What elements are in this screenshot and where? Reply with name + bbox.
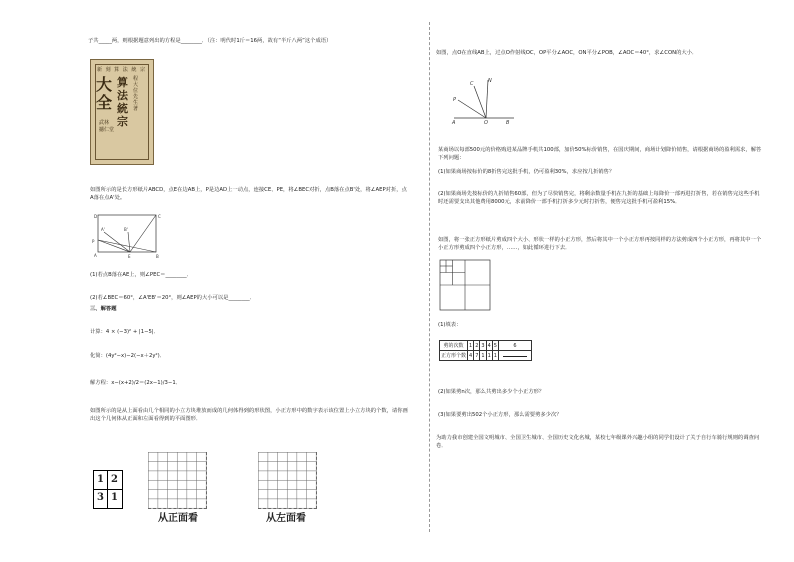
book-main-title: 算法統宗	[117, 76, 128, 128]
table-cell: 2	[475, 342, 479, 349]
question-4-text: 如图，点O在直线AB上，过点O作射线OC，OP平分∠AOC，ON平分∠POB，∠AOC＝40°，求∠CON的大小．	[436, 50, 698, 56]
svg-text:B: B	[506, 120, 510, 126]
question-5-text: 某商场以每部500元的价格购进某品牌手机共100部，加价50%标价销售，在国庆期间，商场计划降价销售，请根据商场的盈利需求，解答下列问题：	[438, 147, 762, 161]
table-answer-blank[interactable]	[498, 351, 531, 361]
svg-text:E: E	[128, 254, 131, 259]
svg-text:B: B	[156, 254, 159, 259]
cube-count: 2	[111, 474, 118, 485]
question-6-part-2: (2)如果剪n次，那么共剪出多少个小正方形？	[438, 389, 545, 395]
question-6-part-1: (1)填表：	[438, 322, 462, 328]
left-view-label: 从左面看	[266, 513, 306, 524]
question-2-part-1: (1)若点B落在AE上，则∠PEC＝________．	[90, 272, 192, 278]
front-view-label: 从正面看	[158, 513, 198, 524]
simplify-problem: 化简：(4y²−x)−2(−x＋2y²)．	[90, 353, 165, 359]
calculation-problem: 计算：4 × (−3)² + |1−5|．	[90, 329, 159, 335]
equation-problem: 解方程：x−(x+2)/2＝(2x−1)/3−1．	[90, 380, 181, 386]
right-column	[436, 0, 766, 562]
table-cell: 1	[487, 352, 491, 359]
svg-text:C: C	[470, 81, 474, 87]
svg-text:A: A	[94, 253, 97, 258]
top-view-grid	[93, 470, 123, 509]
svg-text:O: O	[484, 120, 488, 126]
cut-count-table	[439, 340, 532, 361]
cube-count: 1	[111, 492, 118, 503]
left-column	[88, 0, 413, 562]
book-cover-image	[90, 59, 154, 165]
table-cell: 5	[493, 342, 497, 349]
svg-text:C: C	[158, 214, 161, 219]
cube-count: 3	[97, 492, 104, 503]
question-6-part-3: (3)如果要剪出502个小正方形，那么需要剪多少次？	[438, 412, 562, 418]
svg-text:D: D	[94, 214, 98, 219]
square-cut-figure	[439, 259, 493, 311]
question-7-text: 为助力我市创建全国文明城市、全国卫生城市、全国历史文化名城，某校七年级课外兴趣小组的同学们设计了关于自行车骑行规则的调查问卷．	[436, 435, 760, 449]
table-cell: 6	[498, 341, 531, 351]
svg-text:A: A	[452, 120, 456, 126]
book-left-column: 程大位先生著	[133, 76, 139, 112]
angle-figure	[452, 74, 532, 126]
book-big-title: 大全	[96, 75, 113, 112]
table-cell: 1	[469, 342, 473, 349]
question-2-part-2: (2)若∠BEC＝60°，∠A'EB'＝20°，则∠AEP的大小可以是________．	[90, 295, 255, 301]
section-title: 三、解答题	[90, 306, 117, 312]
table-header: 剪的次数	[440, 341, 468, 351]
question-6-text: 如图，将一张正方形纸片剪成四个大小、形状一样的小正方形，然后将其中一个小正方形再按同样的方法剪成四个小正方形，再将其中一个小正方形剪成四个小正方形，……，如此循环进行下去．	[438, 237, 762, 251]
book-top-line: 新 刻 算 法 統 宗	[97, 67, 146, 73]
svg-text:P: P	[92, 239, 95, 244]
svg-text:P: P	[453, 97, 457, 103]
question-2-text: 如图所示的是长方形纸片ABCD，点E在边AB上，P是边AD上一动点，连接CE、PE，将∠BEC对折，点B落在点B'处，将∠AEP对折，点A落在点A'处。	[90, 187, 407, 201]
left-view-drawing-grid[interactable]	[258, 452, 317, 509]
table-cell: 4	[469, 352, 473, 359]
table-cell: 7	[475, 352, 479, 359]
book-side-text: 武林 攄仁堂	[99, 120, 115, 133]
table-cell: 3	[481, 342, 485, 349]
table-cell: 1	[481, 352, 485, 359]
question-5-part-1: (1)如果商场按标价的8折售完这批手机，仍可盈利30%，求应按几折销售？	[438, 169, 615, 175]
front-view-drawing-grid[interactable]	[148, 452, 207, 509]
rectangle-figure	[90, 210, 160, 262]
table-header: 正方形个数	[440, 351, 468, 361]
question-1-text: 子共_____两，则根据题意列出的方程是________．（注：明代时1斤＝16两，故有“半斤八两”这个成语）	[88, 38, 332, 44]
table-cell: 1	[493, 352, 497, 359]
svg-text:A': A'	[101, 227, 105, 232]
table-cell: 4	[487, 342, 491, 349]
svg-text:N: N	[488, 78, 492, 84]
question-3-text: 如图所示的是从上面看由几个相同的小立方块堆放而成的几何体得到的形状图，小正方形中的数字表示该位置上小立方块的个数，请你画出这个几何体从正面和左面看得到的平面图形．	[90, 408, 408, 422]
svg-text:B': B'	[124, 227, 128, 232]
column-divider	[429, 22, 430, 532]
cube-count: 1	[97, 474, 104, 485]
question-5-part-2: (2)如果商场先按标价的九折销售60部，但为了尽快销售完，将剩余数量手机在九折的基础上每降价一部再进打折售，若在销售完这些手机时还需要支出其他费用8000元，求前降价一部手机打折多少元时打折售，便售完这批手机可盈利15%．	[438, 191, 760, 205]
